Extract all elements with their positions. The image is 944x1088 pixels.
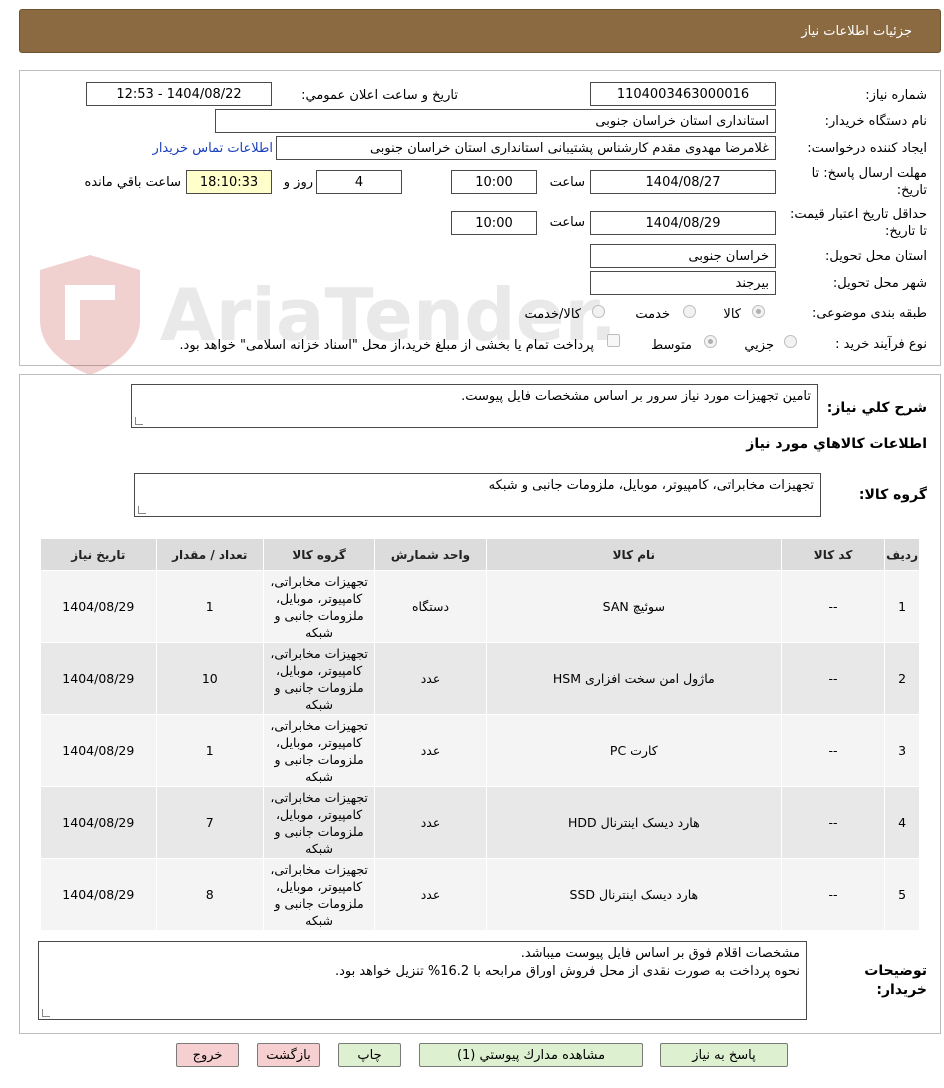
col-item-name: نام کالا xyxy=(486,539,781,571)
item-quantity: 1 xyxy=(156,715,263,787)
item-name: هارد دیسک اینترنال SSD xyxy=(486,859,781,931)
table-row xyxy=(41,859,920,931)
validity-time-field: 10:00 xyxy=(451,211,537,235)
item-name: سوئیچ SAN xyxy=(486,571,781,643)
col-unit: واحد شمارش xyxy=(375,539,486,571)
item-group: تجهيزات مخابراتی، کامپیوتر، موبایل، ملزومات جانبی و شبکه xyxy=(263,859,374,931)
col-need-date: تاریخ نیاز xyxy=(41,539,157,571)
city-field: بیرجند xyxy=(590,271,776,295)
table-header-row xyxy=(41,539,920,571)
remaining-time-label: ساعت باقي مانده xyxy=(84,175,181,190)
resize-grip-icon[interactable] xyxy=(42,1009,50,1017)
item-unit: عدد xyxy=(375,715,486,787)
process-medium-label: متوسط xyxy=(651,338,692,353)
category-goods-service-radio[interactable] xyxy=(592,305,605,318)
item-name: هارد دیسک اینترنال HDD xyxy=(486,787,781,859)
item-unit: عدد xyxy=(375,787,486,859)
item-name: ماژول امن سخت افزاری HSM xyxy=(486,643,781,715)
item-code: -- xyxy=(781,571,884,643)
page-title: جزئیات اطلاعات نیاز xyxy=(801,24,912,39)
city-label: شهر محل تحويل: xyxy=(832,276,927,291)
item-unit: عدد xyxy=(375,859,486,931)
item-group: تجهيزات مخابراتی، کامپیوتر، موبایل، ملزومات جانبی و شبکه xyxy=(263,571,374,643)
days-remaining-field: 4 xyxy=(316,170,402,194)
resize-grip-icon[interactable] xyxy=(135,417,143,425)
reply-button[interactable]: پاسخ به نياز xyxy=(660,1043,788,1067)
item-quantity: 1 xyxy=(156,571,263,643)
goods-section-title: اطلاعات كالاهاي مورد نياز xyxy=(746,436,927,452)
item-quantity: 10 xyxy=(156,643,263,715)
row-number: 1 xyxy=(885,571,920,643)
category-goods-label: کالا xyxy=(723,307,741,322)
process-minor-radio[interactable] xyxy=(784,335,797,348)
summary-text: تامین تجهیزات مورد نیاز سرور بر اساس مشخصات فایل پیوست. xyxy=(461,389,811,404)
page-header xyxy=(19,9,941,53)
category-goods-service-label: کالا/خدمت xyxy=(524,307,581,322)
buyer-org-field: استانداری استان خراسان جنوبی xyxy=(215,109,776,133)
buyer-notes-line-2: نحوه پرداخت به صورت نقدی از محل فروش اوراق مرابحه با 16.2% تنزیل خواهد بود. xyxy=(334,964,800,979)
buyer-notes-label: توضيحات خريدار: xyxy=(864,963,927,998)
item-need-date: 1404/08/29 xyxy=(41,715,157,787)
need-number-field: 1104003463000016 xyxy=(590,82,776,106)
item-group: تجهيزات مخابراتی، کامپیوتر، موبایل، ملزومات جانبی و شبکه xyxy=(263,643,374,715)
summary-textarea[interactable] xyxy=(131,384,818,428)
col-quantity: تعداد / مقدار xyxy=(156,539,263,571)
exit-button[interactable]: خروج xyxy=(176,1043,239,1067)
item-name: کارت PC xyxy=(486,715,781,787)
item-code: -- xyxy=(781,643,884,715)
row-number: 4 xyxy=(885,787,920,859)
table-row xyxy=(41,571,920,643)
table-row xyxy=(41,643,920,715)
announce-label: تاریخ و ساعت اعلان عمومي: xyxy=(301,88,458,103)
process-minor-label: جزيي xyxy=(744,338,774,353)
row-number: 2 xyxy=(885,643,920,715)
requester-field: غلامرضا مهدوی مقدم کارشناس پشتیبانی استانداری استان خراسان جنوبی xyxy=(276,136,776,160)
category-service-label: خدمت xyxy=(635,307,670,322)
item-need-date: 1404/08/29 xyxy=(41,859,157,931)
item-code: -- xyxy=(781,787,884,859)
item-need-date: 1404/08/29 xyxy=(41,643,157,715)
goods-group-text: تجهیزات مخابراتی، کامپیوتر، موبایل، ملزومات جانبی و شبکه xyxy=(488,478,814,493)
category-service-radio[interactable] xyxy=(683,305,696,318)
process-label: نوع فرآيند خريد : xyxy=(835,337,927,352)
view-attachments-button[interactable]: مشاهده مدارك پيوستي (1) xyxy=(419,1043,643,1067)
category-goods-radio[interactable] xyxy=(752,305,765,318)
category-label: طبقه بندی موضوعی: xyxy=(811,306,927,321)
treasury-payment-checkbox[interactable] xyxy=(607,334,620,347)
item-code: -- xyxy=(781,859,884,931)
item-unit: عدد xyxy=(375,643,486,715)
requester-label: ايجاد كننده درخواست: xyxy=(807,141,927,156)
goods-group-textarea[interactable] xyxy=(134,473,821,517)
table-row xyxy=(41,715,920,787)
reply-deadline-label: مهلت ارسال پاسخ: تا تاریخ: xyxy=(811,166,927,198)
announce-datetime-field: 1404/08/22 - 12:53 xyxy=(86,82,272,106)
buyer-notes-textarea[interactable] xyxy=(38,941,807,1020)
item-group: تجهيزات مخابراتی، کامپیوتر، موبایل، ملزومات جانبی و شبکه xyxy=(263,715,374,787)
resize-grip-icon[interactable] xyxy=(138,506,146,514)
row-number: 5 xyxy=(885,859,920,931)
buyer-org-label: نام دستگاه خريدار: xyxy=(824,114,927,129)
price-validity-label: حداقل تاريخ اعتبار قيمت: تا تاريخ: xyxy=(789,207,927,239)
validity-date-field: 1404/08/29 xyxy=(590,211,776,235)
item-quantity: 8 xyxy=(156,859,263,931)
validity-time-label: ساعت xyxy=(549,215,585,230)
goods-group-label: گروه کالا: xyxy=(858,487,927,503)
table-row xyxy=(41,787,920,859)
items-table xyxy=(40,538,920,931)
item-quantity: 7 xyxy=(156,787,263,859)
item-need-date: 1404/08/29 xyxy=(41,787,157,859)
item-need-date: 1404/08/29 xyxy=(41,571,157,643)
reply-time-label: ساعت xyxy=(549,175,585,190)
reply-time-field: 10:00 xyxy=(451,170,537,194)
treasury-payment-note: پرداخت تمام يا بخشی از مبلغ خريد،از محل "اسناد خزانه اسلامی" خواهد بود. xyxy=(179,338,594,353)
col-row-number: رديف xyxy=(885,539,920,571)
need-number-label: شماره نیاز: xyxy=(865,88,927,103)
province-label: استان محل تحويل: xyxy=(825,249,927,264)
buyer-notes-line-1: مشخصات اقلام فوق بر اساس فایل پیوست میباشد. xyxy=(520,946,800,961)
print-button[interactable]: چاپ xyxy=(338,1043,401,1067)
item-code: -- xyxy=(781,715,884,787)
row-number: 3 xyxy=(885,715,920,787)
summary-label: شرح كلي نياز: xyxy=(826,400,927,416)
item-group: تجهيزات مخابراتی، کامپیوتر، موبایل، ملزومات جانبی و شبکه xyxy=(263,787,374,859)
col-item-code: کد کالا xyxy=(781,539,884,571)
col-group: گروه کالا xyxy=(263,539,374,571)
item-unit: دستگاه xyxy=(375,571,486,643)
remaining-time-field: 18:10:33 xyxy=(186,170,272,194)
reply-date-field: 1404/08/27 xyxy=(590,170,776,194)
days-label: روز و xyxy=(283,175,313,190)
back-button[interactable]: بازگشت xyxy=(257,1043,320,1067)
buyer-contact-link[interactable]: اطلاعات تماس خريدار xyxy=(152,141,273,156)
process-medium-radio[interactable] xyxy=(704,335,717,348)
province-field: خراسان جنوبی xyxy=(590,244,776,268)
